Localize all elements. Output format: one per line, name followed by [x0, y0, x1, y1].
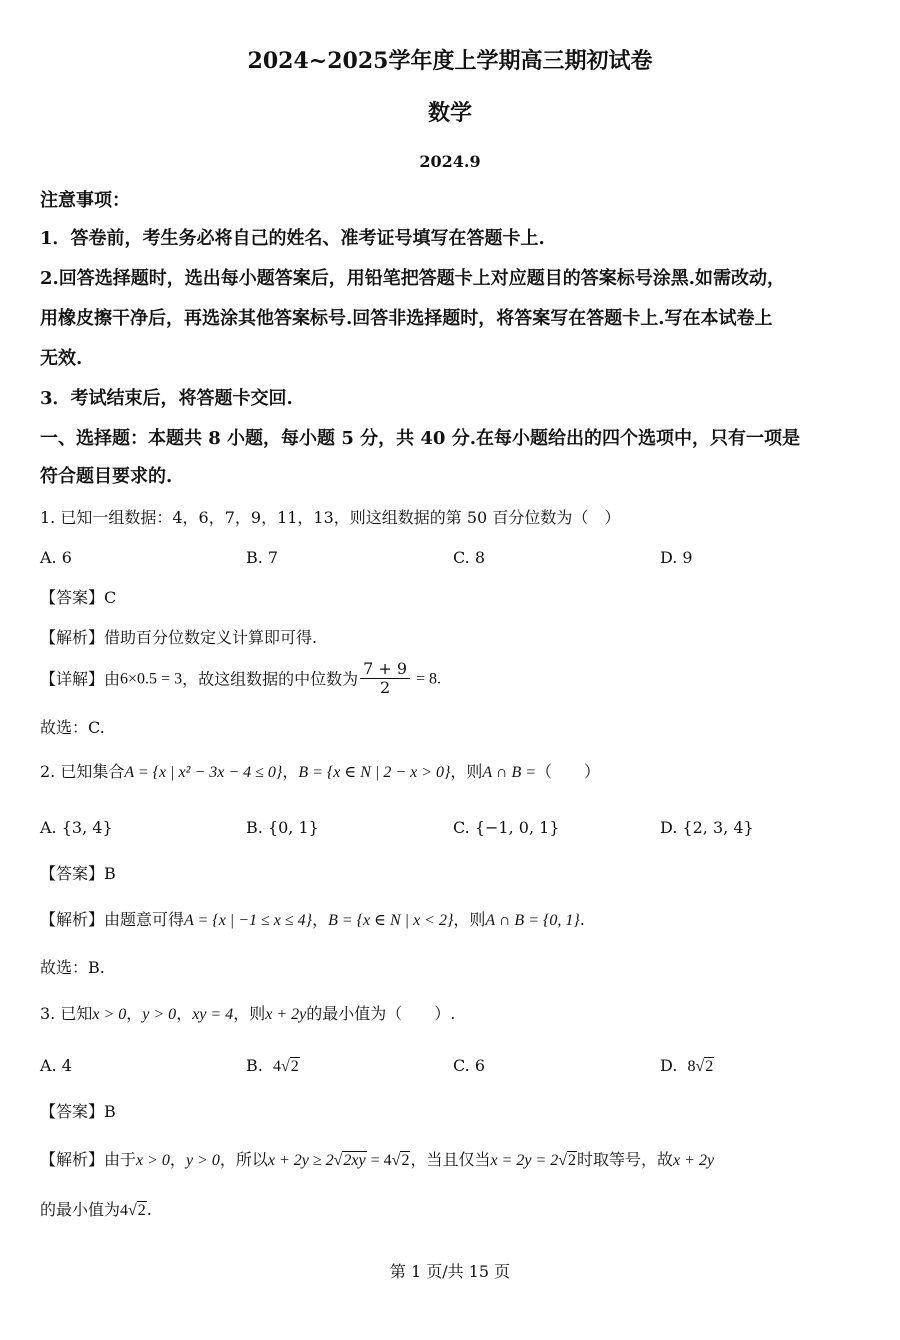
notes-heading: 注意事项： [40, 190, 130, 211]
q3-option-d-label: D. [660, 1056, 678, 1075]
q3-cond-2: y > 0 [142, 1006, 177, 1023]
q2-analysis [40, 910, 585, 930]
q2-analysis-prefix: 【解析】由题意可得 [40, 910, 185, 929]
q3-expr: x + 2y [265, 1006, 307, 1023]
question-3-stem [40, 1004, 455, 1024]
q3-analysis-eq: = 4 [366, 1152, 392, 1169]
q3-sep-1: ， [126, 1004, 143, 1023]
q3-option-b-coef: 4 [273, 1058, 282, 1075]
q1-option-b: B. 7 [246, 548, 279, 567]
q1-detail-prefix: 【详解】由 [40, 669, 121, 689]
note-2-line-1: 2.回答选择题时，选出每小题答案后，用铅笔把答题卡上对应题目的答案标号涂黑.如需改动， [40, 268, 786, 289]
section-1-heading: 一、选择题：本题共 8 小题，每小题 5 分，共 40 分.在每小题给出的四个选项中，只有一项是 [40, 428, 800, 449]
q3-analysis-cont-prefix: 的最小值为 [40, 1200, 121, 1219]
q3-analysis-ineq: x + 2y ≥ 2 [267, 1152, 334, 1169]
q3-option-c: C. 6 [453, 1056, 486, 1075]
q3-option-d-coef: 8 [687, 1058, 696, 1075]
subject-title: 数学 [427, 100, 472, 126]
q2-mid: ，则 [450, 762, 483, 781]
q3-analysis-cond-1: x > 0 [136, 1152, 170, 1169]
q1-option-a: A. 6 [40, 548, 72, 567]
q2-paren: （ ） [536, 762, 601, 781]
note-1: 1．答卷前，考生务必将自己的姓名、准考证号填写在答题卡上. [40, 228, 545, 249]
q1-detail-mid: ，故这组数据的中位数为 [182, 669, 359, 689]
q2-analysis-mid: ，则 [453, 910, 486, 929]
q2-option-c: C. {−1, 0, 1} [453, 818, 560, 837]
q3-analysis-cont-coef: 4 [120, 1202, 129, 1219]
q1-detail [40, 660, 441, 698]
q3-analysis-sep-2: ，所以 [219, 1150, 268, 1169]
q1-answer: 【答案】C [40, 588, 117, 607]
q2-analysis-set-b: B = {x ∈ N | x < 2} [328, 912, 454, 929]
q3-analysis-cont: 的最小值为4√2. [40, 1200, 152, 1219]
q1-detail-eq: 6×0.5 = 3 [120, 670, 183, 688]
q3-analysis-condition: x = 2y = 2 [490, 1152, 559, 1169]
q2-analysis-end: . [579, 910, 585, 929]
q3-analysis-cond-2: y > 0 [185, 1152, 220, 1169]
q3-analysis-sep-3: ，当且仅当 [410, 1150, 491, 1169]
q2-prefix: 2. 已知集合 [40, 762, 125, 781]
q1-option-d: D. 9 [660, 548, 693, 567]
q3-option-b-radicand: 2 [290, 1058, 299, 1075]
q3-analysis-radicand-2: 2 [401, 1152, 410, 1169]
q1-choose: 故选：C. [40, 718, 105, 737]
q2-answer: 【答案】B [40, 864, 116, 883]
q1-fraction-denominator: 2 [379, 678, 391, 698]
q3-analysis-radicand-3: 2 [568, 1152, 577, 1169]
q3-analysis-cont-radicand: 2 [137, 1202, 146, 1219]
q3-prefix: 3. 已知 [40, 1004, 93, 1023]
question-2-stem [40, 762, 600, 782]
q3-option-b: B. 4√2 [246, 1056, 299, 1075]
q3-option-a: A. 4 [40, 1056, 72, 1075]
q2-analysis-sep: ， [312, 910, 329, 929]
q3-answer: 【答案】B [40, 1102, 116, 1121]
q3-analysis-cont-end: . [146, 1200, 152, 1219]
q1-analysis: 【解析】借助百分位数定义计算即可得. [40, 628, 318, 647]
q2-option-d: D. {2, 3, 4} [660, 818, 754, 837]
q3-sep-3: ，则 [233, 1004, 266, 1023]
q3-sep-2: ， [176, 1004, 193, 1023]
q1-median-fraction [360, 660, 410, 698]
q2-analysis-set-a: A = {x | −1 ≤ x ≤ 4} [184, 912, 313, 929]
q3-option-b-label: B. [246, 1056, 263, 1075]
q3-analysis-sep-1: ， [169, 1150, 186, 1169]
note-3: 3．考试结束后，将答题卡交回. [40, 388, 293, 409]
section-1-heading-cont: 符合题目要求的. [40, 466, 173, 487]
q3-analysis: 【解析】由于x > 0，y > 0，所以x + 2y ≥ 2√2xy = 4√2，当且仅当x = 2y = 2√2时取等号，故x + 2y [40, 1150, 715, 1169]
q3-option-d-radicand: 2 [705, 1058, 714, 1075]
note-2-line-3: 无效. [40, 348, 83, 369]
q1-option-c: C. 8 [453, 548, 486, 567]
q2-set-a: A = {x | x² − 3x − 4 ≤ 0} [124, 764, 283, 781]
q2-set-b: B = {x ∈ N | 2 − x > 0} [298, 764, 451, 781]
question-1-stem: 1. 已知一组数据：4，6，7，9，11，13，则这组数据的第 50 百分位数为（ ） [40, 508, 621, 527]
exam-date: 2024.9 [419, 152, 481, 171]
q2-option-a: A. {3, 4} [40, 818, 113, 837]
q2-analysis-result: A ∩ B = {0, 1} [485, 912, 580, 929]
q3-tail: 的最小值为（ ）. [306, 1004, 456, 1023]
q3-analysis-expr: x + 2y [673, 1152, 715, 1169]
q1-fraction-numerator: 7 + 9 [360, 660, 410, 679]
q3-option-d: D. 8√2 [660, 1056, 714, 1075]
q1-detail-tail: = 8. [412, 670, 442, 688]
q3-cond-3: xy = 4 [192, 1006, 234, 1023]
page-footer: 第 1 页/共 15 页 [389, 1262, 511, 1281]
q3-analysis-radicand-1: 2xy [343, 1152, 366, 1169]
exam-title: 2024~2025学年度上学期高三期初试卷 [247, 48, 653, 74]
q3-analysis-prefix: 【解析】由于 [40, 1150, 137, 1169]
q2-expr: A ∩ B = [482, 764, 537, 781]
q2-choose: 故选：B. [40, 958, 105, 977]
q3-analysis-sep-4: 时取等号，故 [577, 1150, 674, 1169]
q2-sep: ， [282, 762, 299, 781]
note-2-line-2: 用橡皮擦干净后，再选涂其他答案标号.回答非选择题时，将答案写在答题卡上.写在本试卷上 [40, 308, 773, 329]
q3-cond-1: x > 0 [92, 1006, 127, 1023]
q2-option-b: B. {0, 1} [246, 818, 319, 837]
